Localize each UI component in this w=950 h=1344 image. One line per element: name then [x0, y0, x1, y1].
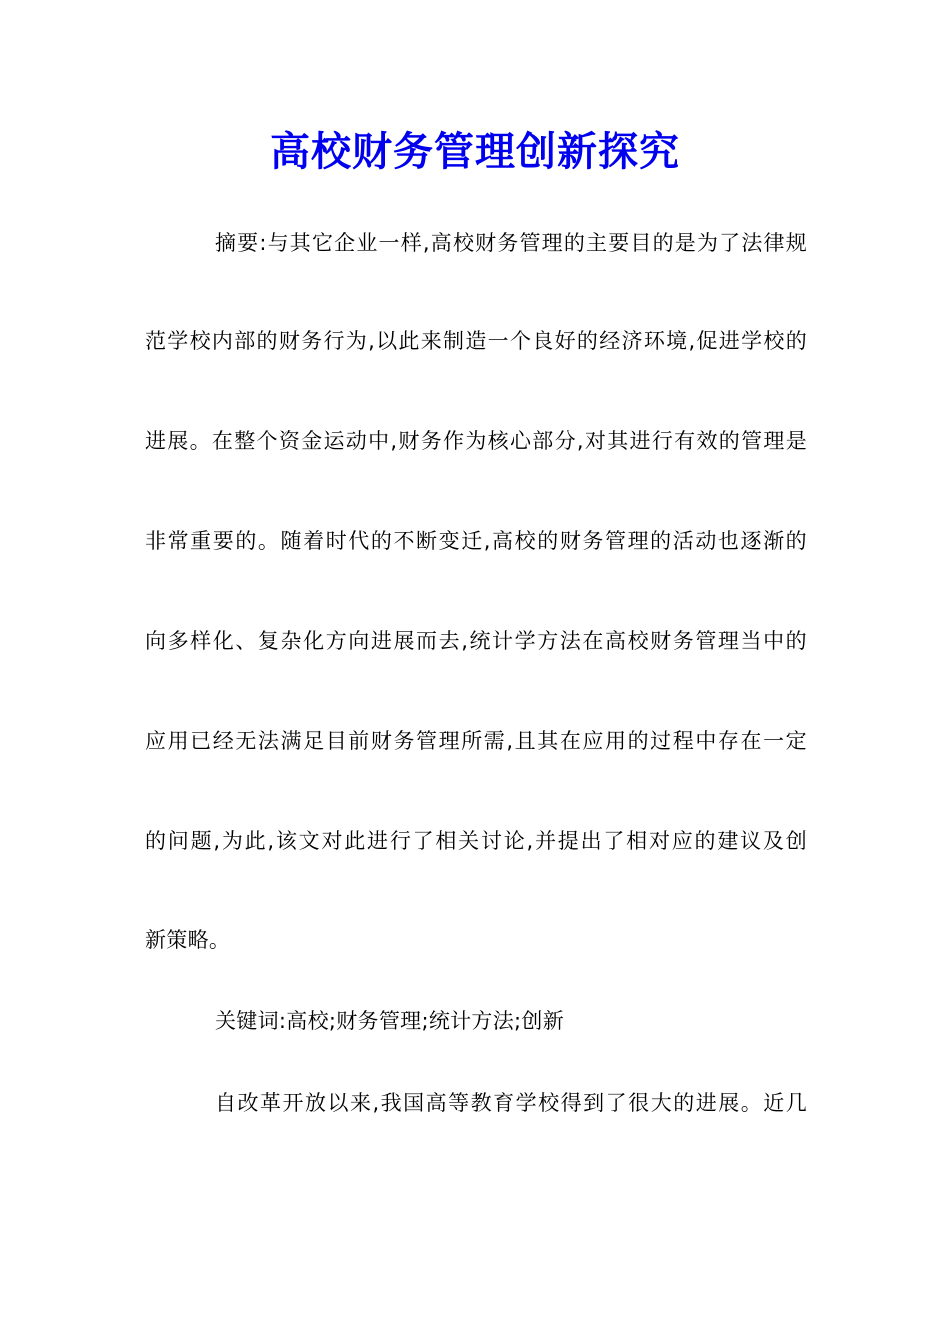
abstract-line-2: 范学校内部的财务行为,以此来制造一个良好的经济环境,促进学校的: [145, 329, 807, 353]
abstract-line-8: 新策略。: [145, 928, 231, 952]
keywords-line: 关键词:高校;财务管理;统计方法;创新: [215, 1009, 564, 1033]
abstract-line-1: 摘要:与其它企业一样,高校财务管理的主要目的是为了法律规: [215, 231, 807, 255]
abstract-line-7: 的问题,为此,该文对此进行了相关讨论,并提出了相对应的建议及创: [145, 829, 807, 853]
body-paragraph-line-1: 自改革开放以来,我国高等教育学校得到了很大的进展。近几: [215, 1091, 807, 1115]
document-title: 高校财务管理创新探究: [270, 128, 680, 175]
abstract-line-3: 进展。在整个资金运动中,财务作为核心部分,对其进行有效的管理是: [145, 429, 807, 453]
abstract-line-5: 向多样化、复杂化方向进展而去,统计学方法在高校财务管理当中的: [145, 629, 807, 653]
abstract-line-6: 应用已经无法满足目前财务管理所需,且其在应用的过程中存在一定: [145, 729, 807, 753]
abstract-line-4: 非常重要的。随着时代的不断变迁,高校的财务管理的活动也逐渐的: [145, 529, 807, 553]
